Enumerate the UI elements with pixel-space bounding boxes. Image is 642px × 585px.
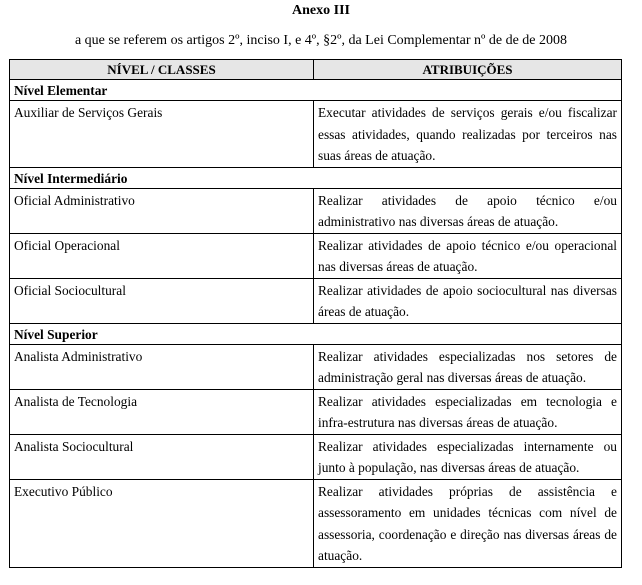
class-attribution: Realizar atividades próprias de assistência e assessoramento em unidades técnicas com nível de assessoria, coordenação e direção nas diversas áreas de atuação. bbox=[314, 479, 622, 567]
level-label: Nível Elementar bbox=[10, 80, 622, 101]
class-name: Analista de Tecnologia bbox=[10, 389, 314, 434]
class-name: Analista Administrativo bbox=[10, 344, 314, 389]
table-row bbox=[10, 233, 622, 278]
class-name: Analista Sociocultural bbox=[10, 434, 314, 479]
header-level-classes: NÍVEL / CLASSES bbox=[10, 60, 314, 80]
class-name: Auxiliar de Serviços Gerais bbox=[10, 101, 314, 168]
level-row bbox=[10, 323, 622, 344]
level-row bbox=[10, 80, 622, 101]
table-row bbox=[10, 278, 622, 323]
class-name: Oficial Sociocultural bbox=[10, 278, 314, 323]
table-row bbox=[10, 389, 622, 434]
header-attributions: ATRIBUIÇÕES bbox=[314, 60, 622, 80]
table-row bbox=[10, 479, 622, 567]
level-label: Nível Superior bbox=[10, 323, 622, 344]
class-name: Oficial Operacional bbox=[10, 233, 314, 278]
table-row bbox=[10, 434, 622, 479]
class-attribution: Executar atividades de serviços gerais e/ou fiscalizar essas atividades, quando realizadas por terceiros nas suas áreas de atuação. bbox=[314, 101, 622, 168]
annex-title: Anexo III bbox=[292, 3, 350, 18]
table-row bbox=[10, 344, 622, 389]
class-attribution: Realizar atividades de apoio técnico e/ou operacional nas diversas áreas de atuação. bbox=[314, 233, 622, 278]
level-row bbox=[10, 167, 622, 188]
class-attribution: Realizar atividades especializadas em tecnologia e infra-estrutura nas diversas áreas de atuação. bbox=[314, 389, 622, 434]
class-attribution: Realizar atividades de apoio técnico e/ou administrativo nas diversas áreas de atuação. bbox=[314, 188, 622, 233]
class-attribution: Realizar atividades especializadas internamente ou junto à população, nas diversas áreas de atuação. bbox=[314, 434, 622, 479]
table-row bbox=[10, 101, 622, 168]
class-attribution: Realizar atividades de apoio sociocultural nas diversas áreas de atuação. bbox=[314, 278, 622, 323]
class-attribution: Realizar atividades especializadas nos setores de administração geral nas diversas áreas de atuação. bbox=[314, 344, 622, 389]
table-row bbox=[10, 188, 622, 233]
table-header-row bbox=[10, 60, 622, 80]
annex-subtitle: a que se referem os artigos 2º, inciso I, e 4º, §2º, da Lei Complementar nº de de de 2008 bbox=[74, 33, 568, 48]
class-name: Oficial Administrativo bbox=[10, 188, 314, 233]
attributions-table bbox=[9, 59, 622, 568]
level-label: Nível Intermediário bbox=[10, 167, 622, 188]
class-name: Executivo Público bbox=[10, 479, 314, 567]
